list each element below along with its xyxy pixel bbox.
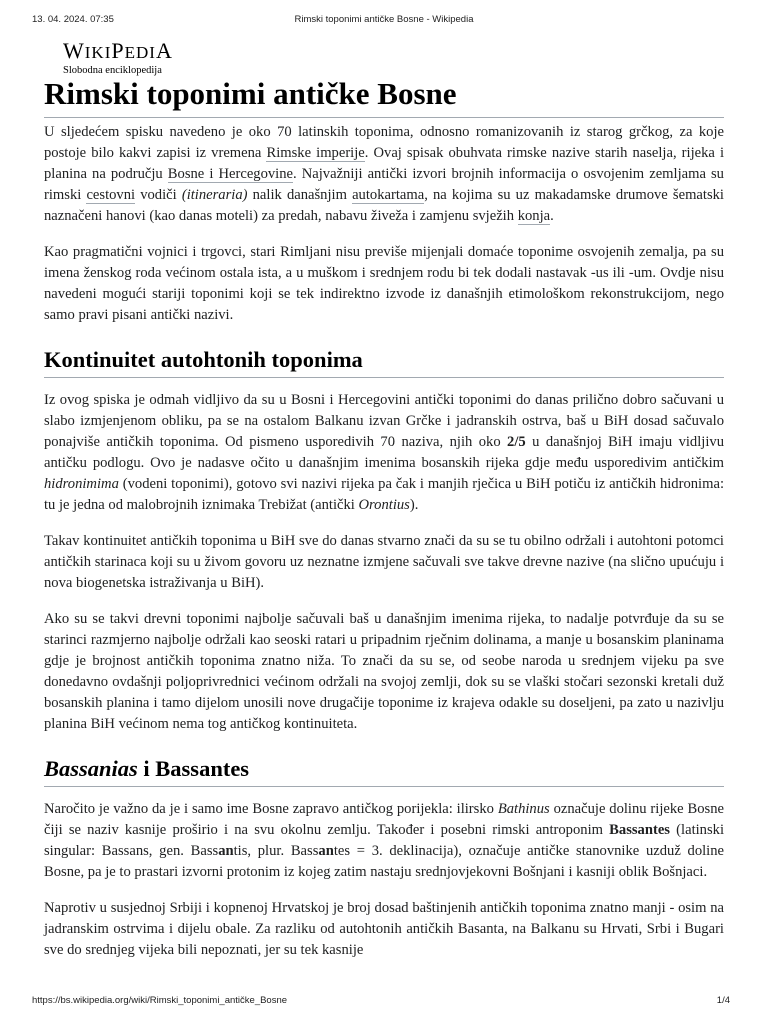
section-paragraph: Naročito je važno da je i samo ime Bosne zapravo antičkog porijekla: ilirsko Bathinus označuje dolinu rijeke Bosne čiji se naziv kasnije proširio i na svu okolnu zemlju. Također i posebni rimski antroponim Bassantes (latinski singular: Bassans, gen. Bassantis, plur. Bassantes = 3. deklinacija), označuje antičke stanovnike uzduž doline Bosne, pa je to prastari izvorni protonim iz kojeg zatim nastaju srednjovjekovni Bošnjani i kasniji oblik Bošnjaci. xyxy=(44,801,725,880)
section-paragraph: Takav kontinuitet antičkih toponima u BiH sve do danas stvarno znači da su se tu obilno održali i autohtoni potomci antičkih starinaca koji su u živom govoru uz neznatne izmjene sačuvali sve takve drevne nazive (na slično upućuju i nova biogenetska istraživanja u BiH). xyxy=(44,533,724,591)
article-link[interactable]: konja xyxy=(517,208,551,224)
print-footer xyxy=(32,995,736,1009)
article-link[interactable]: cestovni xyxy=(86,187,136,203)
bold-text: 2/5 xyxy=(507,434,526,450)
italic-text: Bathinus xyxy=(497,801,550,817)
bold-text: an xyxy=(318,843,334,859)
italic-text: Orontius xyxy=(358,497,410,513)
italic-text: (itineraria) xyxy=(181,187,248,203)
print-page-title: Rimski toponimi antičke Bosne - Wikipedia xyxy=(294,14,474,25)
wikipedia-wordmark: WIKIPEDIA xyxy=(63,38,173,63)
wikipedia-tagline: Slobodna enciklopedija xyxy=(63,65,162,76)
print-page-number: 1/4 xyxy=(716,995,730,1006)
section-paragraph: Naprotiv u susjednoj Srbiji i kopnenoj Hrvatskoj je broj dosad baštinjenih antičkih toponima znatno manji - osim na jadranskim ostrvima i dijelu obale. Za razliku od autohtonih antičkih Basanta, na Balkanu su Hrvati, Srbi i Bugari sve do srednjeg vijeka bili nepoznati, jer su tek kasnije xyxy=(44,900,724,958)
intro-paragraph: U sljedećem spisku navedeno je oko 70 latinskih toponima, odnosno romanizovanih iz starog grčkog, za koje postoje bilo kakvi zapisi iz vremena Rimske imperije. Ovaj spisak obuhvata rimske nazive starih naselja, rijeka i planina na području Bosne i Hercegovine. Najvažniji antički izvori brojnih informacija o osvojenim zemljama su rimski cestovni vodiči (itineraria) nalik današnjim autokartama, na kojima su uz makadamske drumove šematski naznačeni hanovi (kao danas moteli) za predah, nabavu živeža i zamjenu svježih konja. xyxy=(44,124,725,224)
article-link[interactable]: Bosne i Hercegovine xyxy=(167,166,294,182)
section-paragraph: Iz ovog spiska je odmah vidljivo da su u Bosni i Hercegovini antički toponimi do danas prilično dobro sačuvani u slabo izmjenjenom obliku, pa se na ostalom Balkanu izvan Grčke i jadranskih ostrva, baš u BiH dosad sačuvalo ponajviše antičkih toponima. Od pismeno usporedivih 70 naziva, njih oko 2/5 u današnjoj BiH imaju vidljivu antičku podlogu. Ovo je nadasve očito u današnjim imenima bosanskih rijeka gdje među usporedivim antičkim hidronimima (vodeni toponimi), gotovo svi nazivi rijeka pa čak i manjih rječica u BiH potiču iz antičkih hidronima: tu je jedna od malobrojnih iznimaka Trebižat (antički Orontius). xyxy=(44,392,724,513)
page-title: Rimski toponimi antičke Bosne xyxy=(44,74,724,118)
bold-text: an xyxy=(218,843,234,859)
article-content xyxy=(44,122,724,961)
wikipedia-logo[interactable] xyxy=(63,40,173,76)
print-header xyxy=(32,14,736,28)
print-url: https://bs.wikipedia.org/wiki/Rimski_toponimi_antičke_Bosne xyxy=(32,995,288,1006)
article-link[interactable]: autokartama xyxy=(352,187,425,203)
section-heading-bassanias: Bassanias i Bassantes xyxy=(44,755,724,787)
bold-text: Bassantes xyxy=(609,822,670,838)
article-link[interactable]: Rimske imperije xyxy=(266,145,365,161)
intro-paragraph: Kao pragmatični vojnici i trgovci, stari Rimljani nisu previše mijenjali domaće toponime osvojenih zemalja, pa su imena ženskog roda većinom ostala ista, a u muškom i srednjem rodu bi tek dodali nastavak -us ili -um. Ovdje nisu navedeni mogući stariji toponimi koji se tek indirektno izvode iz današnjih etimološkom rekonstrukcijom, nego samo pravi pisani antički nazivi. xyxy=(44,244,724,323)
italic-text: hidronimima xyxy=(44,476,119,492)
section-heading-kontinuitet: Kontinuitet autohtonih toponima xyxy=(44,346,724,378)
section-paragraph: Ako su se takvi drevni toponimi najbolje sačuvali baš u današnjim imenima rijeka, to nadalje potvrđuje da su se starinci razmjerno najbolje održali kao seoski ratari u pripadnim rječnim dolinama, a manje u bosanskim planinama gdje je brojnost antičkih toponima znatno niža. To znači da su se, od seobe naroda u srednjem vijeku pa sve donedavno ovdašnji poljoprivrednici većinom održali na svojoj zemlji, dok su se vlaški stočari sezonski kretali duž bosanskih planina i tamo dijelom unosili nove drugačije toponime iz krajeva odakle su doseljeni, pa zato u nazivlju planina BiH većinom nema tog antičkog kontinuiteta. xyxy=(44,611,724,732)
print-datetime: 13. 04. 2024. 07:35 xyxy=(32,14,114,25)
